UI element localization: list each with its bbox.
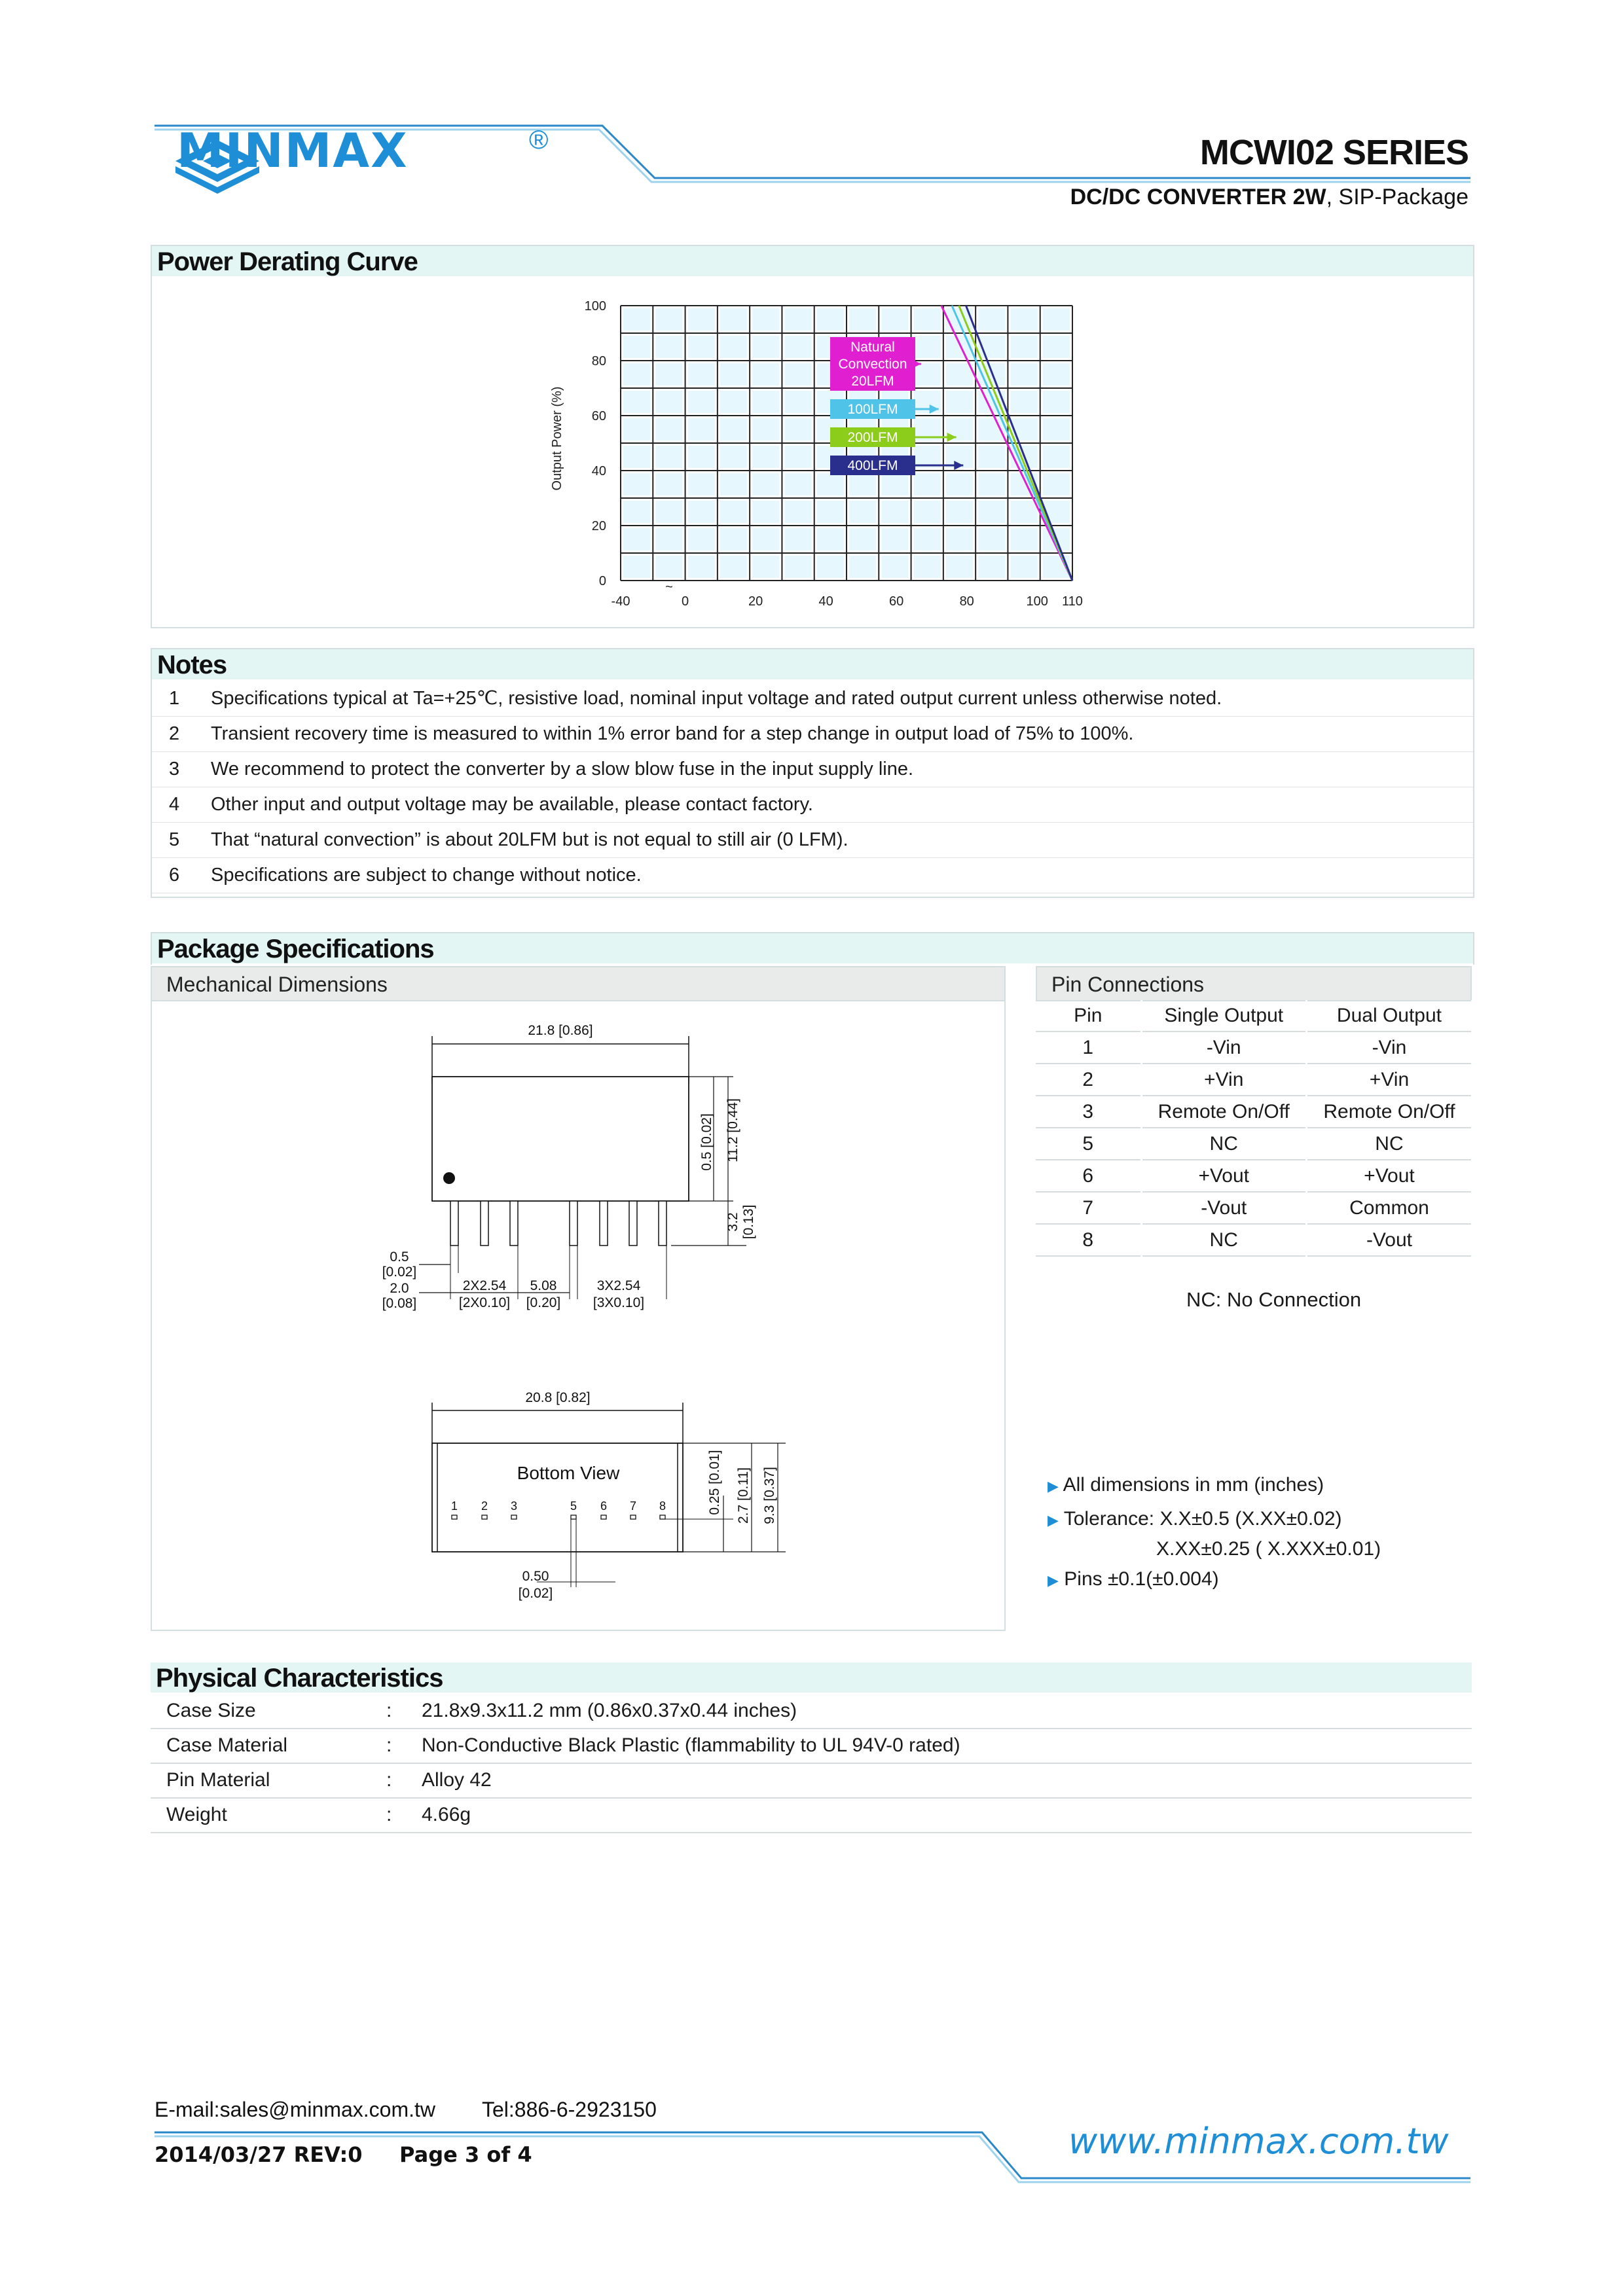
physical-row bbox=[151, 1798, 1472, 1833]
note-item bbox=[152, 823, 1473, 858]
table-cell: NC bbox=[1141, 1224, 1306, 1256]
bottom-view-label: Bottom View bbox=[517, 1463, 620, 1483]
note-text: Specifications typical at Ta=+25℃, resistive load, nominal input voltage and rated output current unless otherwise noted. bbox=[211, 688, 1222, 709]
svg-text:1: 1 bbox=[450, 1499, 458, 1513]
table-cell: -Vout bbox=[1141, 1192, 1306, 1224]
dim-0-25: 0.25 [0.01] bbox=[707, 1450, 722, 1515]
note-number: 5 bbox=[169, 829, 180, 850]
dim-left-0-02: [0.02] bbox=[382, 1265, 417, 1280]
column-header: Single Output bbox=[1141, 1000, 1306, 1031]
legend-label: 400LFM bbox=[847, 458, 898, 473]
svg-text:3: 3 bbox=[510, 1499, 518, 1513]
dim-pitch-2: 5.08 bbox=[530, 1278, 557, 1293]
physical-separator: : bbox=[386, 1769, 392, 1791]
pin1-marker-icon bbox=[443, 1172, 455, 1184]
physical-separator: : bbox=[386, 1804, 392, 1825]
table-cell: 6 bbox=[1036, 1160, 1141, 1192]
axis-break-mark: ~ bbox=[665, 580, 673, 594]
svg-text:5: 5 bbox=[570, 1499, 577, 1513]
dim-3-2: 3.2 bbox=[725, 1212, 740, 1232]
physical-separator: : bbox=[386, 1734, 392, 1756]
dim-pitch-1-inch: [2X0.10] bbox=[458, 1295, 511, 1310]
dim-left-2-0: 2.0 bbox=[390, 1281, 409, 1296]
table-cell: NC bbox=[1141, 1128, 1306, 1160]
table-cell: 5 bbox=[1036, 1128, 1141, 1160]
physical-value: Non-Conductive Black Plastic (flammability to UL 94V-0 rated) bbox=[422, 1734, 960, 1756]
physical-value: 21.8x9.3x11.2 mm (0.86x0.37x0.44 inches) bbox=[422, 1700, 797, 1721]
dim-top-width: 21.8 [0.86] bbox=[528, 1023, 593, 1038]
package-section bbox=[151, 932, 1474, 965]
x-tick-label: 40 bbox=[818, 594, 833, 609]
x-tick-label: -40 bbox=[611, 594, 630, 609]
table-cell: +Vin bbox=[1306, 1064, 1472, 1096]
legend-label: 20LFM bbox=[851, 374, 894, 389]
table-cell: +Vin bbox=[1141, 1064, 1306, 1096]
legend-label: Convection bbox=[838, 357, 907, 372]
svg-text:7: 7 bbox=[629, 1499, 637, 1513]
physical-row bbox=[151, 1763, 1472, 1799]
table-cell: 3 bbox=[1036, 1096, 1141, 1128]
registered-mark: ® bbox=[529, 126, 549, 154]
x-tick-label: 20 bbox=[748, 594, 763, 609]
derating-chart bbox=[537, 288, 1113, 622]
legend-label: 200LFM bbox=[847, 430, 898, 445]
y-tick-label: 100 bbox=[584, 299, 606, 314]
pin-connections-heading: Pin Connections bbox=[1036, 966, 1472, 1001]
dim-left-0-5: 0.5 bbox=[390, 1249, 409, 1265]
table-cell: 8 bbox=[1036, 1224, 1141, 1256]
note-number: 1 bbox=[169, 688, 180, 709]
svg-text:8: 8 bbox=[659, 1499, 666, 1513]
table-cell: Remote On/Off bbox=[1306, 1096, 1472, 1128]
dim-3-2-inch: [0.13] bbox=[741, 1204, 756, 1240]
dim-11-2: 11.2 [0.44] bbox=[725, 1098, 740, 1162]
dim-0-02-pin: [0.02] bbox=[518, 1586, 553, 1601]
x-tick-label: 60 bbox=[889, 594, 904, 609]
note-text: Transient recovery time is measured to within 1% error band for a step change in output load of 75% to 100%. bbox=[211, 723, 1134, 744]
note-item bbox=[152, 787, 1473, 823]
y-tick-label: 20 bbox=[591, 519, 606, 533]
physical-label: Pin Material bbox=[166, 1769, 270, 1791]
y-tick-label: 0 bbox=[598, 574, 606, 588]
table-cell: -Vin bbox=[1141, 1031, 1306, 1064]
product-subtitle: DC/DC CONVERTER 2W, SIP-Package bbox=[1070, 185, 1468, 209]
website-link[interactable]: www.minmax.com.tw bbox=[1068, 2121, 1449, 2162]
x-tick-label: 110 bbox=[1062, 594, 1083, 609]
table-row bbox=[1036, 1128, 1472, 1160]
physical-separator: : bbox=[386, 1700, 392, 1721]
notes-section bbox=[151, 648, 1474, 898]
table-cell: +Vout bbox=[1141, 1160, 1306, 1192]
physical-row bbox=[151, 1694, 1472, 1729]
table-row bbox=[1036, 1224, 1472, 1256]
note-text: We recommend to protect the converter by a slow blow fuse in the input supply line. bbox=[211, 759, 914, 780]
note-item bbox=[152, 717, 1473, 752]
mechanical-heading: Mechanical Dimensions bbox=[152, 967, 1004, 1001]
table-row bbox=[1036, 1160, 1472, 1192]
footer-decoration bbox=[0, 2121, 1623, 2186]
physical-value: Alloy 42 bbox=[422, 1769, 492, 1791]
legend-label: Natural bbox=[850, 340, 895, 355]
note-item bbox=[152, 752, 1473, 787]
table-cell: 2 bbox=[1036, 1064, 1141, 1096]
footer-tel: Tel:886-6-2923150 bbox=[482, 2098, 657, 2121]
table-cell: +Vout bbox=[1306, 1160, 1472, 1192]
note-number: 3 bbox=[169, 759, 180, 780]
section-heading: Package Specifications bbox=[152, 933, 1473, 963]
triangle-bullet-icon: ▶ bbox=[1048, 1478, 1059, 1494]
legend-label: 100LFM bbox=[847, 402, 898, 417]
column-header: Pin bbox=[1036, 1000, 1141, 1031]
table-cell: Remote On/Off bbox=[1141, 1096, 1306, 1128]
note-number: 6 bbox=[169, 865, 180, 886]
x-tick-label: 100 bbox=[1026, 594, 1048, 609]
table-cell: Common bbox=[1306, 1192, 1472, 1224]
dim-pitch-3: 3X2.54 bbox=[596, 1278, 641, 1293]
dimension-notes bbox=[1048, 1474, 1381, 1598]
note-text: Other input and output voltage may be available, please contact factory. bbox=[211, 794, 813, 815]
note-number: 2 bbox=[169, 723, 180, 744]
series-title: MCWI02 SERIES bbox=[1199, 133, 1468, 172]
column-header: Dual Output bbox=[1306, 1000, 1472, 1031]
notes-list bbox=[152, 681, 1473, 893]
section-heading: Physical Characteristics bbox=[151, 1662, 1472, 1693]
bullet-item: ▶ All dimensions in mm (inches) bbox=[1048, 1474, 1324, 1496]
section-heading: Power Derating Curve bbox=[152, 246, 1473, 276]
nc-note: NC: No Connection bbox=[1186, 1288, 1362, 1311]
triangle-bullet-icon: ▶ bbox=[1048, 1572, 1059, 1588]
dim-2-7: 2.7 [0.11] bbox=[736, 1467, 751, 1524]
note-number: 4 bbox=[169, 794, 180, 815]
dim-left-0-08: [0.08] bbox=[382, 1296, 417, 1311]
y-tick-label: 80 bbox=[591, 354, 606, 368]
table-cell: -Vout bbox=[1306, 1224, 1472, 1256]
footer-page: Page 3 of 4 bbox=[399, 2142, 532, 2167]
dim-pitch-3-inch: [3X0.10] bbox=[593, 1295, 645, 1310]
dim-0-50: 0.50 bbox=[522, 1569, 549, 1584]
note-text: That “natural convection” is about 20LFM but is not equal to still air (0 LFM). bbox=[211, 829, 848, 850]
y-tick-label: 40 bbox=[591, 464, 606, 478]
dim-9-3: 9.3 [0.37] bbox=[762, 1467, 777, 1524]
brand-name: MINMAX bbox=[177, 123, 409, 178]
tolerance-line-2: X.XX±0.25 ( X.XXX±0.01) bbox=[1156, 1538, 1381, 1560]
physical-section bbox=[151, 1662, 1472, 1694]
note-item bbox=[152, 858, 1473, 893]
table-row bbox=[1036, 1064, 1472, 1096]
y-tick-label: 60 bbox=[591, 409, 606, 423]
x-tick-label: 0 bbox=[682, 594, 689, 609]
svg-text:6: 6 bbox=[600, 1499, 608, 1513]
mechanical-drawing bbox=[367, 1011, 825, 1613]
physical-label: Case Material bbox=[166, 1734, 288, 1756]
dim-pitch-1: 2X2.54 bbox=[462, 1278, 507, 1293]
physical-rows bbox=[151, 1694, 1472, 1838]
physical-value: 4.66g bbox=[422, 1804, 471, 1825]
note-text: Specifications are subject to change without notice. bbox=[211, 865, 642, 886]
physical-label: Case Size bbox=[166, 1700, 256, 1721]
bullet-item: ▶ Tolerance: X.X±0.5 (X.XX±0.02) bbox=[1048, 1508, 1342, 1530]
table-row bbox=[1036, 1096, 1472, 1128]
pin-table-header bbox=[1036, 1000, 1472, 1031]
svg-text:2: 2 bbox=[481, 1499, 488, 1513]
footer-email: E-mail:sales@minmax.com.tw bbox=[155, 2098, 435, 2121]
triangle-bullet-icon: ▶ bbox=[1048, 1512, 1059, 1528]
table-cell: -Vin bbox=[1306, 1031, 1472, 1064]
section-heading: Notes bbox=[152, 649, 1473, 679]
x-tick-label: 80 bbox=[959, 594, 974, 609]
side-pins bbox=[450, 1201, 666, 1246]
y-axis-label: Output Power (%) bbox=[550, 386, 564, 491]
bullet-item: ▶ Pins ±0.1(±0.004) bbox=[1048, 1568, 1219, 1590]
dim-pitch-2-inch: [0.20] bbox=[526, 1295, 561, 1310]
pin-table bbox=[1036, 1000, 1473, 1257]
note-item bbox=[152, 681, 1473, 717]
table-row bbox=[1036, 1192, 1472, 1224]
footer-date-rev: 2014/03/27 REV:0 bbox=[155, 2142, 363, 2167]
table-row bbox=[1036, 1031, 1472, 1064]
physical-row bbox=[151, 1729, 1472, 1764]
dim-0-5: 0.5 [0.02] bbox=[699, 1113, 714, 1171]
physical-label: Weight bbox=[166, 1804, 227, 1825]
dim-bottom-width: 20.8 [0.82] bbox=[525, 1390, 591, 1405]
table-cell: 7 bbox=[1036, 1192, 1141, 1224]
table-cell: 1 bbox=[1036, 1031, 1141, 1064]
table-cell: NC bbox=[1306, 1128, 1472, 1160]
